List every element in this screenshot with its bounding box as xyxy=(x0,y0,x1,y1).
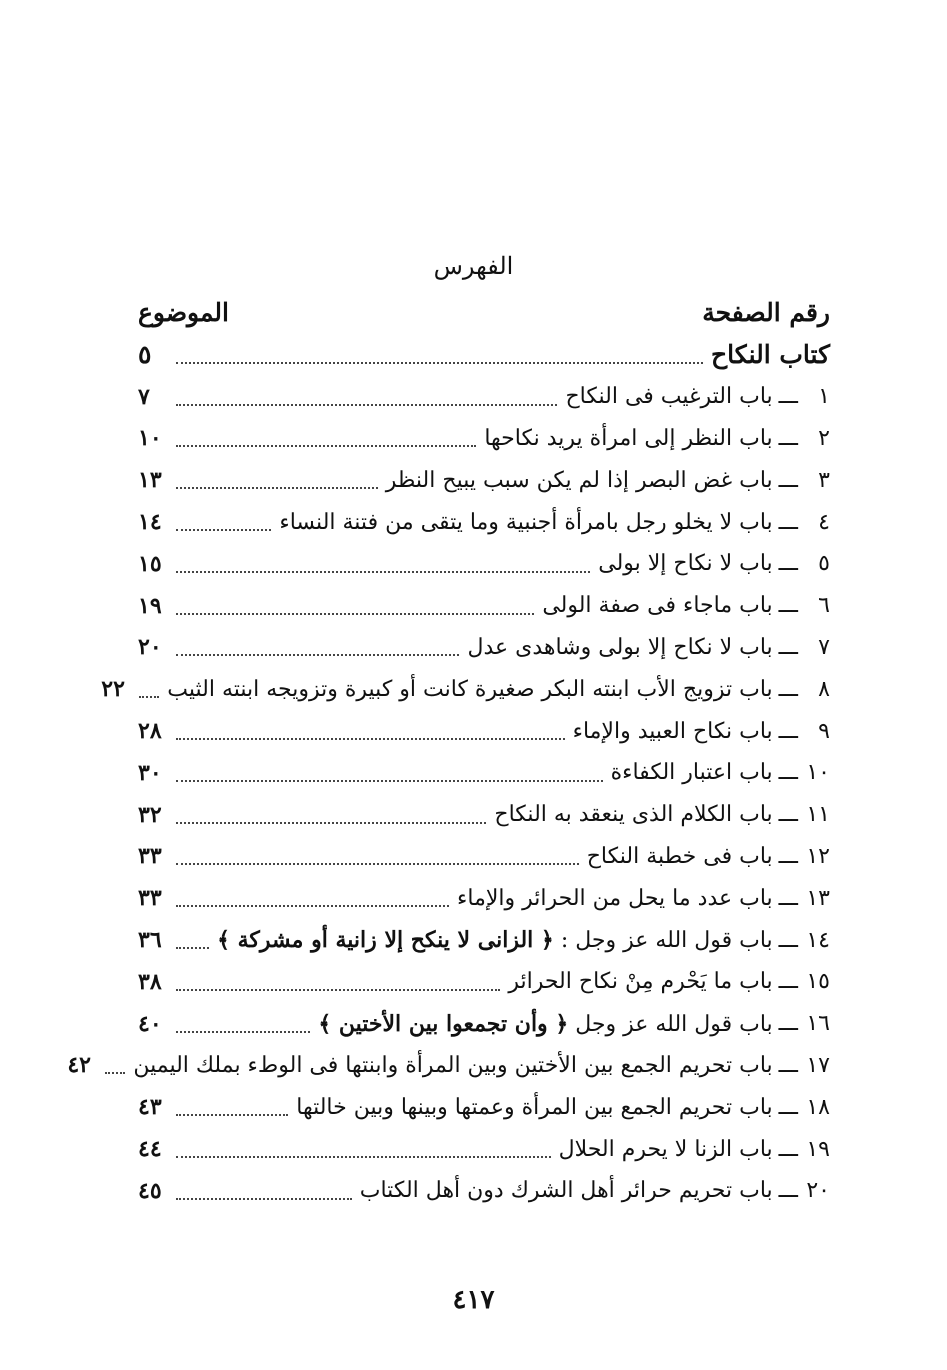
entry-number: ١٢ xyxy=(806,843,830,869)
entry-page-number: ٤٢ xyxy=(67,1052,91,1079)
entry-title: باب غض البصر إذا لم يكن سبب يبيح النظر xyxy=(385,467,773,493)
entry-number: ٧ xyxy=(818,634,830,660)
footer-page-number: ٤١٧ xyxy=(452,1285,495,1315)
entry-number: ١٣ xyxy=(806,885,830,911)
toc-entry xyxy=(138,919,830,961)
dot-leader xyxy=(105,1072,125,1074)
entry-page-number: ١٠ xyxy=(138,425,162,452)
entry-page-number: ٣٣ xyxy=(138,843,162,870)
entry-number: ١٦ xyxy=(806,1011,830,1037)
toc-entry xyxy=(138,752,830,794)
entry-dash: ـــ xyxy=(778,1136,798,1162)
entry-title: باب فى خطبة النكاح xyxy=(586,843,773,869)
entry-number: ٢ xyxy=(818,425,830,451)
dot-leader xyxy=(176,1198,352,1200)
entry-page-number: ٣٠ xyxy=(138,759,162,786)
entry-title: باب تحريم حرائر أهل الشرك دون أهل الكتاب xyxy=(359,1178,773,1204)
dot-leader xyxy=(176,445,476,447)
entry-title: باب النظر إلى امرأة يريد نكاحها xyxy=(484,425,773,451)
entry-number: ١٨ xyxy=(806,1094,830,1120)
entry-title: باب ماجاء فى صفة الولى xyxy=(542,593,773,619)
page-number-column-header: رقم الصفحة xyxy=(702,297,830,327)
entry-dash: ـــ xyxy=(778,634,798,660)
entry-dash: ـــ xyxy=(778,885,798,911)
dot-leader xyxy=(176,613,534,615)
entry-title: باب لا نكاح إلا بولى وشاهدى عدل xyxy=(467,634,773,660)
entry-title: باب قول الله عز وجل xyxy=(575,1011,773,1037)
entry-number: ٣ xyxy=(818,467,830,493)
entry-page-number: ٢٠ xyxy=(138,634,162,661)
dot-leader xyxy=(176,822,486,824)
quranic-quote: ﴿ الزانى لا ينكح إلا زانية أو مشركة ﴾ xyxy=(217,927,554,954)
dot-leader xyxy=(176,487,378,489)
entry-number: ٦ xyxy=(818,593,830,619)
entry-dash: ـــ xyxy=(778,384,798,410)
toc-entry xyxy=(138,376,830,418)
entry-title: باب الزنا لا يحرم الحلال xyxy=(558,1136,773,1162)
dot-leader xyxy=(176,905,449,907)
entry-page-number: ٣٢ xyxy=(138,801,162,828)
toc-entry xyxy=(138,1128,830,1170)
entry-page-number: ٣٣ xyxy=(138,885,162,912)
dot-leader xyxy=(176,404,557,406)
entry-page-number: ١٥ xyxy=(138,550,162,577)
column-headers xyxy=(138,292,830,332)
entry-number: ٢٠ xyxy=(806,1178,830,1204)
entry-title: باب قول الله عز وجل : xyxy=(560,928,773,954)
toc-entry xyxy=(138,627,830,669)
entry-dash: ـــ xyxy=(778,802,798,828)
entry-number: ١٧ xyxy=(806,1052,830,1078)
entry-title: باب لا نكاح إلا بولى xyxy=(598,551,773,577)
entry-dash: ـــ xyxy=(778,843,798,869)
toc-entry xyxy=(138,501,830,543)
entry-page-number: ٤٤ xyxy=(138,1136,162,1163)
entry-title: باب ما يَحْرم مِنْ نكاح الحرائر xyxy=(508,969,773,995)
entry-dash: ـــ xyxy=(778,969,798,995)
entry-number: ٩ xyxy=(818,718,830,744)
entry-dash: ـــ xyxy=(778,551,798,577)
dot-leader xyxy=(176,571,590,573)
entry-title: باب لا يخلو رجل بامرأة أجنبية وما يتقى من فتنة النساء xyxy=(279,509,773,535)
entry-dash: ـــ xyxy=(778,467,798,493)
entry-title: باب نكاح العبيد والإماء xyxy=(572,718,773,744)
toc-entry xyxy=(101,668,830,710)
entry-dash: ـــ xyxy=(778,509,798,535)
toc-entry xyxy=(138,585,830,627)
index-title: الفهرس xyxy=(433,252,514,280)
entry-number: ١٤ xyxy=(806,927,830,953)
dot-leader xyxy=(139,696,159,698)
dot-leader xyxy=(176,1031,310,1033)
entry-dash: ـــ xyxy=(778,927,798,953)
entry-number: ١٠ xyxy=(806,760,830,786)
toc-entry xyxy=(138,877,830,919)
entry-page-number: ١٤ xyxy=(138,509,162,536)
entry-title: باب اعتبار الكفاءة xyxy=(610,760,773,786)
entry-dash: ـــ xyxy=(778,676,798,702)
toc-entry xyxy=(138,418,830,460)
toc-entry xyxy=(138,961,830,1003)
entry-page-number: ١٣ xyxy=(138,467,162,494)
toc-entry xyxy=(138,459,830,501)
dot-leader xyxy=(176,1156,551,1158)
dot-leader xyxy=(176,863,579,865)
entry-number: ١٩ xyxy=(806,1136,830,1162)
entry-dash: ـــ xyxy=(778,1178,798,1204)
book-page-number: ٥ xyxy=(138,340,152,370)
toc-entry xyxy=(138,836,830,878)
dot-leader xyxy=(176,738,565,740)
entry-page-number: ٣٨ xyxy=(138,968,162,995)
entry-page-number: ٤٣ xyxy=(138,1094,162,1121)
entry-number: ٥ xyxy=(818,551,830,577)
entry-dash: ـــ xyxy=(778,760,798,786)
toc-entry xyxy=(138,710,830,752)
toc-book-row xyxy=(138,334,830,376)
toc-entry xyxy=(138,1086,830,1128)
book-title: كتاب النكاح xyxy=(711,340,830,370)
entry-title: باب الترغيب فى النكاح xyxy=(565,384,773,410)
entry-dash: ـــ xyxy=(778,1094,798,1120)
entry-number: ٨ xyxy=(818,676,830,702)
entry-page-number: ٤٠ xyxy=(138,1010,162,1037)
table-of-contents xyxy=(67,334,830,1212)
entry-dash: ـــ xyxy=(778,593,798,619)
quranic-quote: ﴿ وأن تجمعوا بين الأختين ﴾ xyxy=(318,1010,569,1037)
entry-dash: ـــ xyxy=(778,425,798,451)
dot-leader xyxy=(176,654,459,656)
toc-entry xyxy=(138,543,830,585)
dot-leader xyxy=(176,362,703,364)
toc-entry xyxy=(138,794,830,836)
entry-title: باب الكلام الذى ينعقد به النكاح xyxy=(494,802,773,828)
entry-number: ١١ xyxy=(806,802,830,828)
toc-entry xyxy=(138,1003,830,1045)
entry-page-number: ٤٥ xyxy=(138,1177,162,1204)
entry-page-number: ١٩ xyxy=(138,592,162,619)
entry-number: ٤ xyxy=(818,509,830,535)
entry-title: باب تحريم الجمع بين المرأة وعمتها وبينها وبين خالتها xyxy=(296,1094,773,1120)
entry-dash: ـــ xyxy=(778,1052,798,1078)
entry-dash: ـــ xyxy=(778,718,798,744)
entry-page-number: ٢٨ xyxy=(138,718,162,745)
entry-title-with-quote xyxy=(318,1011,772,1037)
entry-page-number: ٢٢ xyxy=(101,676,125,703)
entry-number: ١٥ xyxy=(806,969,830,995)
entry-page-number: ٣٦ xyxy=(138,927,162,954)
entry-page-number: ٧ xyxy=(138,383,150,410)
entry-title-with-quote xyxy=(217,927,773,953)
entry-title: باب تزويج الأب ابنته البكر صغيرة كانت أو كبيرة وتزويجه ابنته الثيب xyxy=(167,676,773,702)
entry-number: ١ xyxy=(818,384,830,410)
subject-column-header: الموضوع xyxy=(138,297,229,327)
dot-leader xyxy=(176,947,209,949)
entry-title: باب تحريم الجمع بين الأختين وبين المرأة وابنتها فى الوطء بملك اليمين xyxy=(133,1052,773,1078)
dot-leader xyxy=(176,1114,288,1116)
dot-leader xyxy=(176,989,500,991)
toc-entry xyxy=(138,1170,830,1212)
dot-leader xyxy=(176,529,271,531)
dot-leader xyxy=(176,780,603,782)
toc-entry xyxy=(67,1045,830,1087)
entry-title: باب عدد ما يحل من الحرائر والإماء xyxy=(457,885,773,911)
entry-dash: ـــ xyxy=(778,1011,798,1037)
